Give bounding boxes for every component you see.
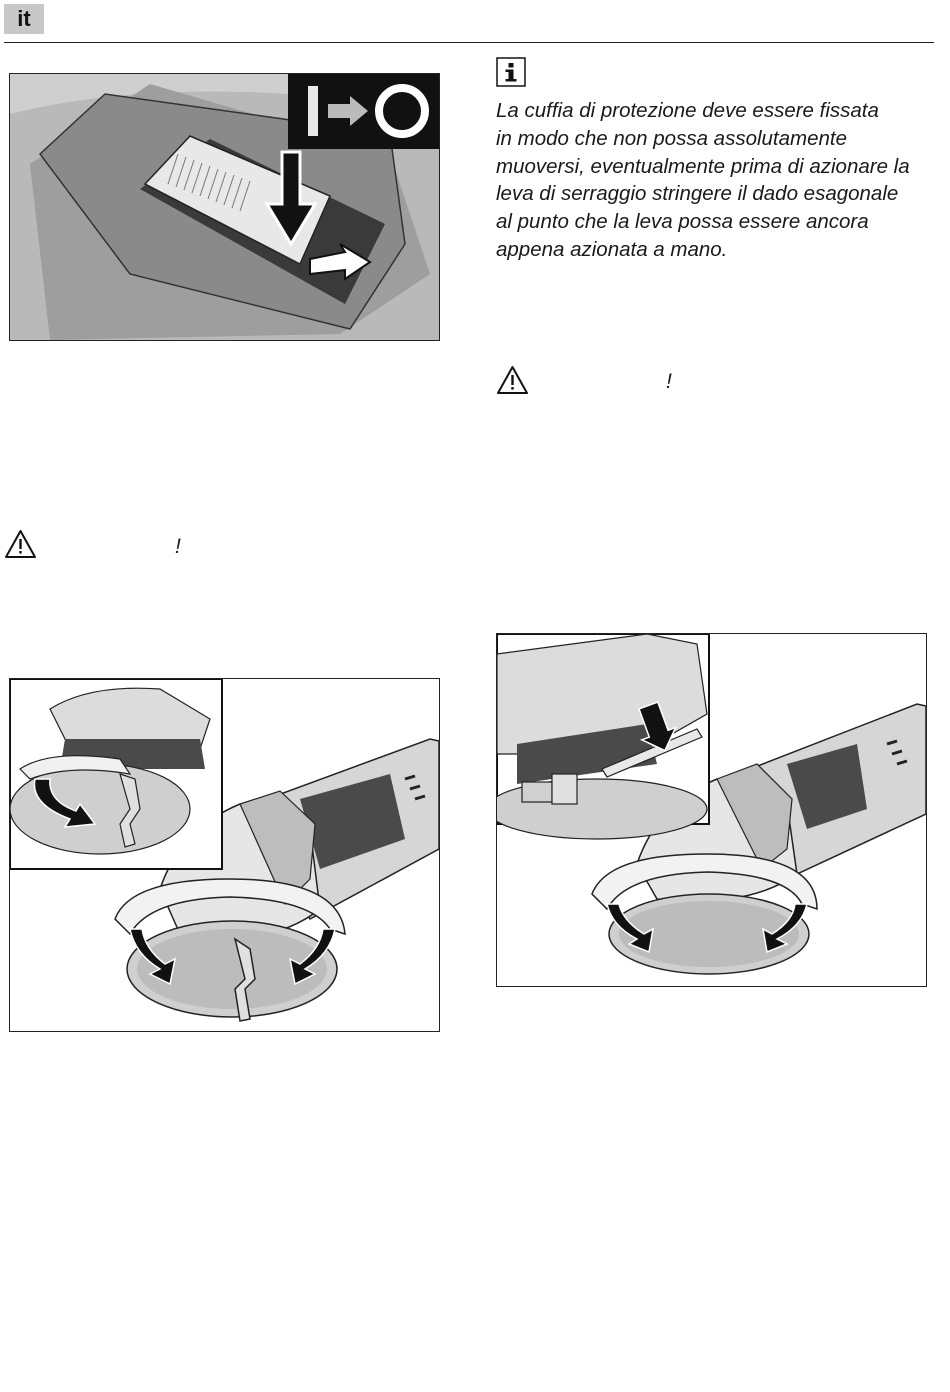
- info-note-line: leva di serraggio stringere il dado esagonale: [496, 182, 899, 206]
- info-note-line: al punto che la leva possa essere ancora: [496, 210, 869, 234]
- info-icon: [496, 57, 526, 87]
- header-rule: [4, 42, 934, 43]
- guard-adjust-drawing: [10, 679, 439, 1031]
- warning-block: [496, 365, 529, 395]
- warning-triangle-icon: [4, 529, 37, 559]
- guard-adjust-screwdriver-illustration: [496, 633, 927, 987]
- warning-block: [4, 529, 37, 559]
- on-symbol: [308, 86, 318, 136]
- warning-exclamation: !: [175, 535, 181, 558]
- info-note-text: [496, 97, 936, 264]
- info-note-line: La cuffia di protezione deve essere fissata: [496, 99, 879, 122]
- info-note-line: appena azionata a mano.: [496, 237, 728, 261]
- info-note-line: muoversi, eventualmente prima di azionare la: [496, 154, 910, 178]
- switch-off-illustration: [9, 73, 440, 341]
- info-note-line: in modo che non possa assolutamente: [496, 126, 848, 150]
- guard-adjust-lever-illustration: [9, 678, 440, 1032]
- warning-triangle-icon: [496, 365, 529, 395]
- language-badge: it: [4, 4, 44, 34]
- switch-off-drawing: [10, 74, 439, 340]
- warning-exclamation: !: [666, 370, 672, 393]
- guard-screwdriver-drawing: [497, 634, 926, 986]
